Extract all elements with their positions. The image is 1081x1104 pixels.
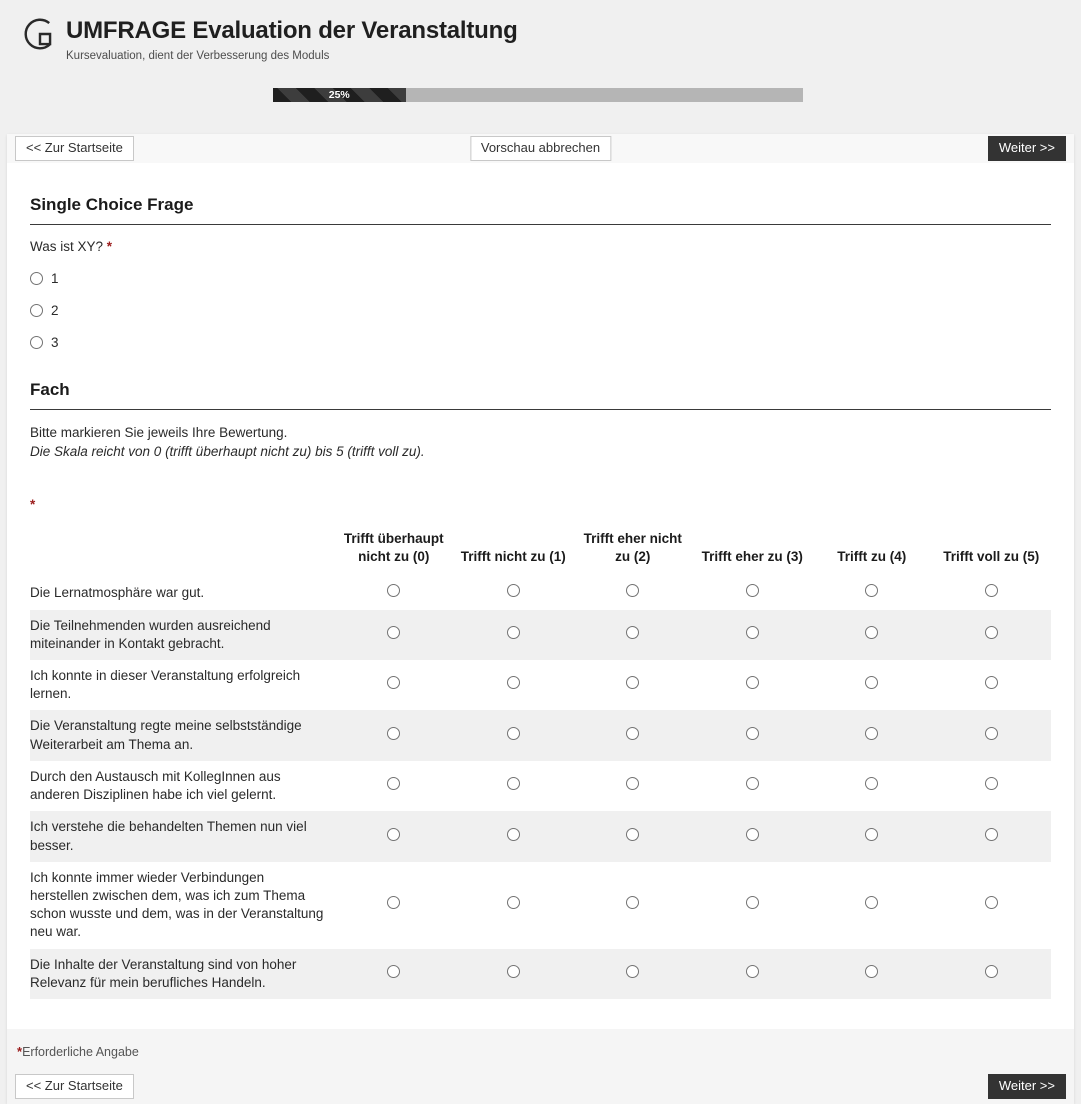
matrix-radio-cell xyxy=(693,811,813,861)
matrix-column-header: Trifft nicht zu (1) xyxy=(460,548,566,564)
matrix-instruction: Bitte markieren Sie jeweils Ihre Bewertung. xyxy=(30,425,288,440)
matrix-radio-cell xyxy=(454,761,574,811)
matrix-radio-cell xyxy=(932,761,1052,811)
radio-button[interactable] xyxy=(387,828,400,841)
matrix-radio-cell xyxy=(334,577,454,609)
radio-button[interactable] xyxy=(507,626,520,639)
matrix-radio-cell xyxy=(693,660,813,710)
radio-button[interactable] xyxy=(507,896,520,909)
radio-button[interactable] xyxy=(746,896,759,909)
matrix-radio-cell xyxy=(573,811,693,861)
radio-option-3[interactable] xyxy=(30,335,1051,350)
radio-button[interactable] xyxy=(626,584,639,597)
matrix-radio-cell xyxy=(932,577,1052,609)
radio-button[interactable] xyxy=(746,828,759,841)
radio-button[interactable] xyxy=(507,965,520,978)
matrix-row xyxy=(30,862,1051,949)
radio-button[interactable] xyxy=(985,676,998,689)
radio-button[interactable] xyxy=(985,626,998,639)
radio-button[interactable] xyxy=(387,584,400,597)
matrix-scale-note: Die Skala reicht von 0 (trifft überhaupt nicht zu) bis 5 (trifft voll zu). xyxy=(30,443,425,459)
radio-button[interactable] xyxy=(30,272,43,285)
radio-button[interactable] xyxy=(746,584,759,597)
matrix-radio-cell xyxy=(334,710,454,760)
survey-title: UMFRAGE Evaluation der Veranstaltung xyxy=(66,17,518,44)
radio-button[interactable] xyxy=(507,584,520,597)
radio-button[interactable] xyxy=(746,727,759,740)
matrix-radio-cell xyxy=(454,949,574,999)
matrix-row-label: Ich verstehe die behandelten Themen nun viel besser. xyxy=(30,819,307,853)
progress-bar-fill xyxy=(273,88,406,102)
matrix-row xyxy=(30,811,1051,861)
radio-button[interactable] xyxy=(626,828,639,841)
matrix-radio-cell xyxy=(812,610,932,660)
radio-button[interactable] xyxy=(626,727,639,740)
top-navigation xyxy=(7,134,1074,163)
matrix-column-header: Trifft überhaupt nicht zu (0) xyxy=(343,531,444,564)
radio-button[interactable] xyxy=(985,584,998,597)
matrix-row-label: Durch den Austausch mit KollegInnen aus anderen Disziplinen habe ich viel gelernt. xyxy=(30,768,281,803)
matrix-radio-cell xyxy=(334,761,454,811)
required-note xyxy=(7,1029,1074,1071)
matrix-column-header: Trifft eher zu (3) xyxy=(701,548,803,564)
matrix-radio-cell xyxy=(932,811,1052,861)
radio-option-1[interactable] xyxy=(30,271,1051,286)
matrix-radio-cell xyxy=(454,710,574,760)
matrix-radio-cell xyxy=(812,949,932,999)
question-label: Was ist XY? xyxy=(30,239,107,254)
radio-button[interactable] xyxy=(387,626,400,639)
radio-button[interactable] xyxy=(507,676,520,689)
radio-button[interactable] xyxy=(865,965,878,978)
matrix-question-table xyxy=(30,526,1051,999)
matrix-row-label: Die Lernatmosphäre war gut. xyxy=(30,585,205,601)
matrix-radio-cell xyxy=(573,577,693,609)
matrix-row xyxy=(30,761,1051,811)
radio-button[interactable] xyxy=(985,727,998,740)
matrix-radio-cell xyxy=(454,862,574,949)
radio-button[interactable] xyxy=(507,828,520,841)
radio-button[interactable] xyxy=(985,828,998,841)
required-asterisk: * xyxy=(30,497,36,513)
matrix-row-label: Ich konnte immer wieder Verbindungen herstellen zwischen dem, was ich zum Thema schon wusste und dem, was in der Veranstaltung neu war. xyxy=(30,869,324,940)
radio-button[interactable] xyxy=(507,727,520,740)
radio-button[interactable] xyxy=(387,965,400,978)
group-title-fach: Fach xyxy=(30,380,1051,410)
matrix-radio-cell xyxy=(693,862,813,949)
radio-button[interactable] xyxy=(865,828,878,841)
next-button[interactable]: Weiter >> xyxy=(988,136,1066,161)
matrix-radio-cell xyxy=(812,660,932,710)
matrix-radio-cell xyxy=(693,761,813,811)
radio-button[interactable] xyxy=(985,965,998,978)
radio-button[interactable] xyxy=(626,777,639,790)
radio-option-label: 1 xyxy=(51,271,59,286)
matrix-header-row xyxy=(30,526,1051,577)
question-text xyxy=(30,239,1051,254)
radio-button[interactable] xyxy=(626,965,639,978)
matrix-row xyxy=(30,577,1051,609)
radio-button[interactable] xyxy=(507,777,520,790)
radio-button[interactable] xyxy=(626,676,639,689)
radio-button[interactable] xyxy=(746,777,759,790)
matrix-radio-cell xyxy=(932,660,1052,710)
matrix-radio-cell xyxy=(454,660,574,710)
matrix-radio-cell xyxy=(334,949,454,999)
matrix-radio-cell xyxy=(334,610,454,660)
progress-bar xyxy=(273,88,803,102)
radio-button[interactable] xyxy=(387,777,400,790)
matrix-radio-cell xyxy=(812,761,932,811)
title-block xyxy=(66,16,518,62)
radio-button[interactable] xyxy=(746,626,759,639)
survey-card xyxy=(7,134,1074,1104)
survey-subtitle: Kursevaluation, dient der Verbesserung des Moduls xyxy=(66,50,330,62)
matrix-row xyxy=(30,710,1051,760)
progress-percentage: 25% xyxy=(328,89,350,101)
survey-logo-icon xyxy=(22,16,58,52)
matrix-row-label: Die Veranstaltung regte meine selbstständige Weiterarbeit am Thema an. xyxy=(30,718,302,752)
matrix-radio-cell xyxy=(454,577,574,609)
matrix-radio-cell xyxy=(334,862,454,949)
matrix-row-label: Ich konnte in dieser Veranstaltung erfolgreich lernen. xyxy=(30,668,301,702)
matrix-radio-cell xyxy=(573,761,693,811)
matrix-radio-cell xyxy=(812,577,932,609)
matrix-radio-cell xyxy=(454,610,574,660)
matrix-radio-cell xyxy=(693,577,813,609)
matrix-radio-cell xyxy=(573,610,693,660)
radio-button[interactable] xyxy=(626,896,639,909)
matrix-radio-cell xyxy=(573,710,693,760)
matrix-radio-cell xyxy=(932,949,1052,999)
progress-row xyxy=(0,62,1081,134)
radio-button[interactable] xyxy=(746,676,759,689)
radio-button[interactable] xyxy=(865,896,878,909)
next-button[interactable]: Weiter >> xyxy=(988,1074,1066,1099)
radio-button[interactable] xyxy=(985,896,998,909)
card-footer xyxy=(7,1029,1074,1104)
bottom-navigation xyxy=(7,1071,1074,1104)
radio-button[interactable] xyxy=(746,965,759,978)
question-area xyxy=(7,163,1074,999)
radio-option-label: 3 xyxy=(51,335,59,350)
matrix-row-label: Die Teilnehmenden wurden ausreichend miteinander in Kontakt gebracht. xyxy=(30,617,271,651)
group-title-single-choice: Single Choice Frage xyxy=(30,195,1051,225)
back-to-start-button[interactable]: << Zur Startseite xyxy=(15,136,134,161)
matrix-radio-cell xyxy=(932,610,1052,660)
radio-option-label: 2 xyxy=(51,303,59,318)
matrix-radio-cell xyxy=(693,949,813,999)
matrix-row xyxy=(30,949,1051,999)
radio-button[interactable] xyxy=(387,676,400,689)
survey-header xyxy=(0,0,1081,62)
radio-button[interactable] xyxy=(387,727,400,740)
matrix-radio-cell xyxy=(932,862,1052,949)
matrix-column-header: Trifft voll zu (5) xyxy=(943,548,1040,564)
radio-button[interactable] xyxy=(985,777,998,790)
matrix-radio-cell xyxy=(334,811,454,861)
back-to-start-button[interactable]: << Zur Startseite xyxy=(15,1074,134,1099)
matrix-radio-cell xyxy=(573,862,693,949)
radio-button[interactable] xyxy=(387,896,400,909)
radio-button[interactable] xyxy=(30,336,43,349)
matrix-radio-cell xyxy=(812,811,932,861)
matrix-row xyxy=(30,660,1051,710)
matrix-radio-cell xyxy=(334,660,454,710)
matrix-corner-cell xyxy=(30,526,334,577)
matrix-radio-cell xyxy=(812,710,932,760)
required-note-text: Erforderliche Angabe xyxy=(22,1045,139,1060)
matrix-column-header: Trifft eher nicht zu (2) xyxy=(583,531,682,564)
required-asterisk: * xyxy=(17,1044,23,1060)
matrix-radio-cell xyxy=(693,710,813,760)
radio-button[interactable] xyxy=(865,727,878,740)
radio-button[interactable] xyxy=(30,304,43,317)
matrix-radio-cell xyxy=(812,862,932,949)
matrix-radio-cell xyxy=(932,710,1052,760)
matrix-radio-cell xyxy=(693,610,813,660)
matrix-row-label: Die Inhalte der Veranstaltung sind von hoher Relevanz für mein berufliches Handeln. xyxy=(30,956,297,990)
radio-button[interactable] xyxy=(865,626,878,639)
matrix-radio-cell xyxy=(573,660,693,710)
radio-button[interactable] xyxy=(865,584,878,597)
radio-option-2[interactable] xyxy=(30,303,1051,318)
radio-button[interactable] xyxy=(865,777,878,790)
cancel-preview-button[interactable]: Vorschau abbrechen xyxy=(470,136,611,161)
required-asterisk: * xyxy=(106,239,113,254)
radio-button[interactable] xyxy=(626,626,639,639)
matrix-radio-cell xyxy=(573,949,693,999)
matrix-radio-cell xyxy=(454,811,574,861)
matrix-column-header: Trifft zu (4) xyxy=(837,548,907,564)
matrix-row xyxy=(30,610,1051,660)
radio-button[interactable] xyxy=(865,676,878,689)
